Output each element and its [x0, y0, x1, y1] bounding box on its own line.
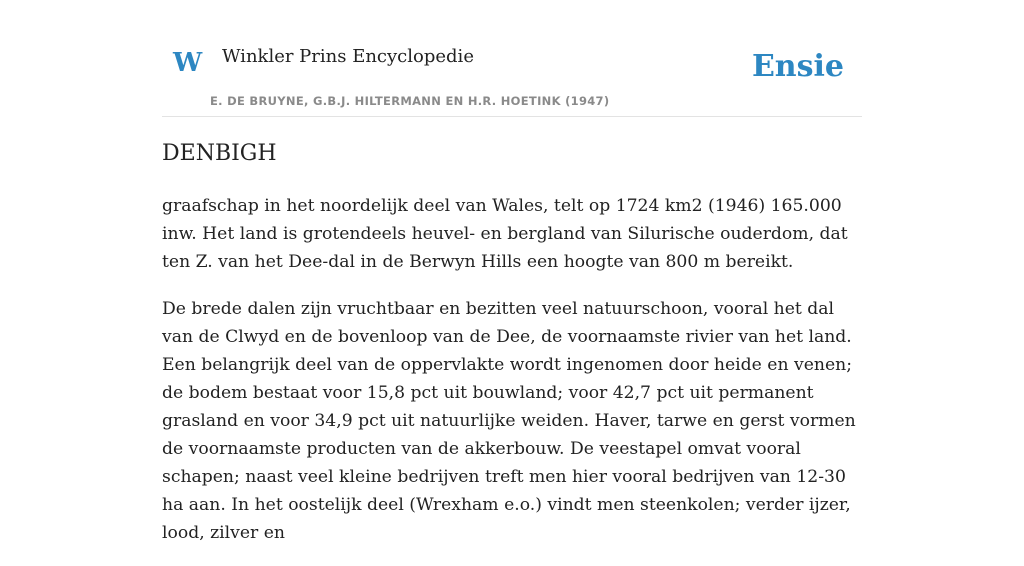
article-paragraph: graafschap in het noordelijk deel van Wales, telt op 1724 km2 (1946) 165.000 inw. Het land is grotendeels heuvel- en bergland van Silurische ouderdom, dat ten Z. van het Dee-dal in de Berwyn Hills een hoogte van 800 m bereikt.	[162, 196, 848, 272]
publication-authors: E. DE BRUYNE, G.B.J. HILTERMANN EN H.R. HOETINK (1947)	[210, 94, 610, 108]
article-body	[162, 192, 867, 566]
article-title: DENBIGH	[162, 141, 277, 166]
encyclopedia-logo[interactable]: W	[173, 48, 203, 78]
article-paragraph: De brede dalen zijn vruchtbaar en bezitten veel natuurschoon, vooral het dal van de Clwyd en de bovenloop van de Dee, de voornaamste rivier van het land. Een belangrijk deel van de oppervlakte wordt ingenomen door heide en venen; de bodem bestaat voor 15,8 pct uit bouwland; voor 42,7 pct uit permanent grasland en voor 34,9 pct uit natuurlijke weiden. Haver, tarwe en gerst vormen de voornaamste producten van de akkerbouw. De veestapel omvat vooral schapen; naast veel kleine bedrijven treft men hier vooral bedrijven van 12-30 ha aan. In het oostelijk deel (Wrexham e.o.) vindt men steenkolen; verder ijzer, lood, zilver en	[162, 299, 856, 543]
ensie-logo[interactable]: Ensie	[751, 49, 844, 84]
site-header	[162, 0, 862, 117]
publication-title[interactable]: Winkler Prins Encyclopedie	[222, 46, 474, 67]
